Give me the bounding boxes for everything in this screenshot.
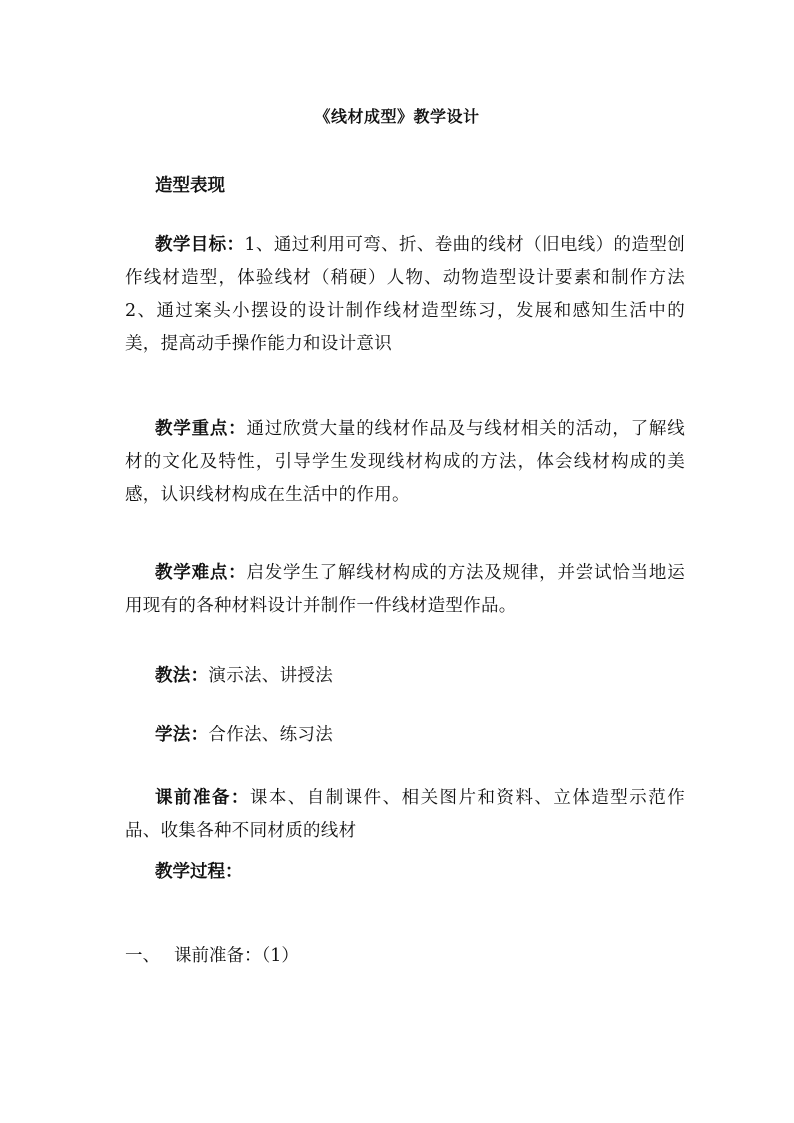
teaching-key-points: [125, 413, 685, 512]
learning-method-label: 学法：: [155, 725, 209, 745]
key-points-label: 教学重点：: [155, 419, 247, 439]
learning-method-text: 合作法、练习法: [208, 725, 334, 745]
preparation-text: 课本、自制课件、相关图片和资料、立体造型示范作品、收集各种不同材质的线材: [125, 788, 686, 841]
difficulties-text: 启发学生了解线材构成的方法及规律，并尝试恰当地运用现有的各种材料设计并制作一件线材造型作品。: [125, 563, 685, 616]
teaching-difficulties: [125, 557, 685, 623]
teaching-goals: [125, 229, 685, 361]
preparation-label: 课前准备：: [155, 788, 250, 808]
teaching-goals-label: 教学目标：: [155, 235, 245, 255]
lesson-preparation: [125, 782, 685, 848]
teaching-goals-text: 1、通过利用可弯、折、卷曲的线材（旧电线）的造型创作线材造型，体验线材（稍硬）人物、动物造型设计要素和制作方法 2、通过案头小摆设的设计制作线材造型练习，发展和感知生活中的美，提高动手操作能力和设计意识: [125, 235, 686, 354]
process-item: [125, 941, 299, 971]
teaching-method-text: 演示法、讲授法: [208, 666, 334, 686]
document-title: 《线材成型》教学设计: [314, 107, 480, 126]
process-item-number: 一、: [125, 946, 160, 966]
unit-heading: 造型表现: [155, 176, 225, 196]
difficulties-label: 教学难点：: [155, 563, 247, 583]
process-heading: 教学过程：: [155, 862, 243, 882]
learning-method: [125, 719, 685, 752]
teaching-method-label: 教法：: [155, 666, 209, 686]
teaching-method: [125, 660, 685, 693]
key-points-text: 通过欣赏大量的线材作品及与线材相关的活动，了解线材的文化及特性，引导学生发现线材构成的方法，体会线材构成的美感，认识线材构成在生活中的作用。: [125, 419, 685, 505]
process-item-text: 课前准备：（1）: [174, 946, 299, 966]
